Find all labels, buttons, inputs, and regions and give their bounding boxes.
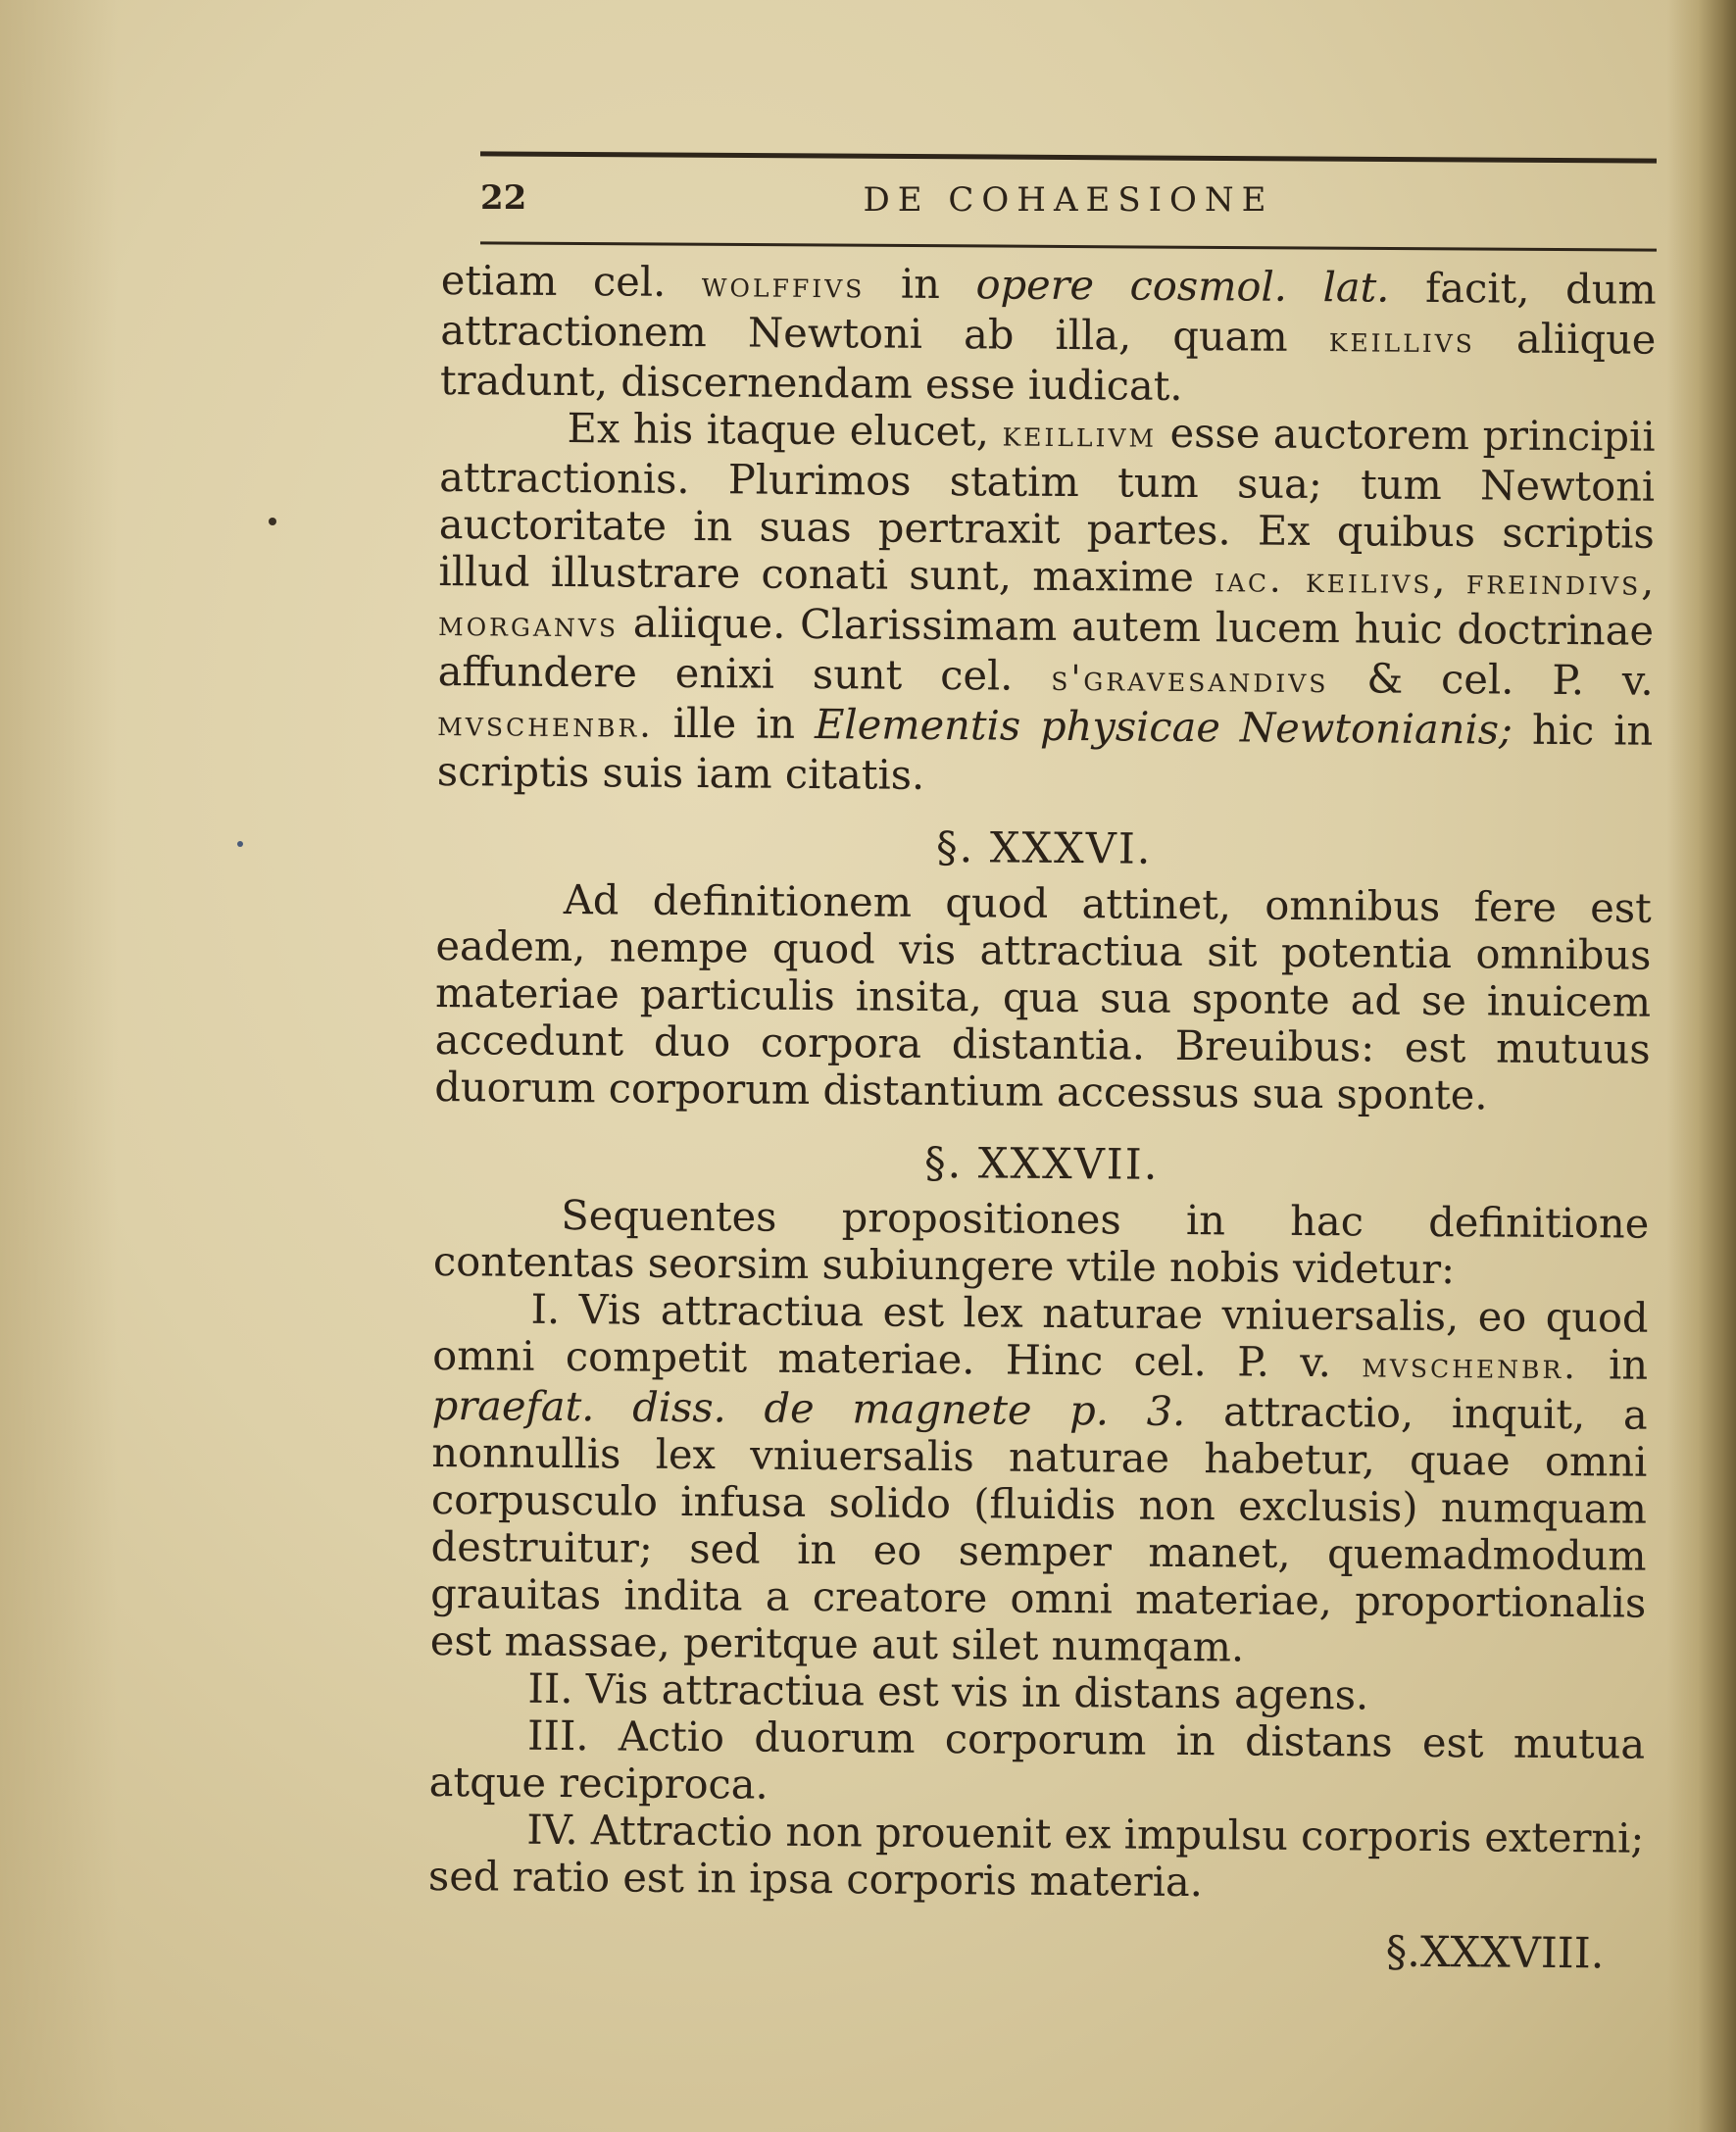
page-header — [480, 147, 1657, 260]
page-number: 22 — [480, 178, 527, 218]
proposition-1: I. Vis attractiua est lex naturae vniuersalis, eo quod omni competit materiae. Hinc cel. P. v. mvschenbr. in praefat. diss. de magnete p. 3. attractio, inquit, a nonnullis lex vniuersalis naturae habetur, quae omni corpusculo infusa solido (fluidis non exclusis) numquam destruitur; sed in eo semper manet, quemadmodum grauitas indita a creatore omni materiae, proportionalis est massae, peritque aut silet numqam. — [429, 1284, 1649, 1671]
ink-speck — [237, 841, 243, 847]
paragraph-continuation: etiam cel. wolffivs in opere cosmol. lat. facit, dum attractionem Newtoni ab illa, quam keillivs aliique tradunt, discernendam esse iudicat. — [439, 256, 1657, 410]
section-heading-36: §. XXXVI. — [935, 822, 1153, 874]
page-body — [427, 257, 1657, 1978]
binding-gutter — [1667, 0, 1736, 2132]
proposition-3: III. Actio duorum corporum in distans est mutua atque reciproca. — [428, 1711, 1646, 1809]
page-edge-shadow — [0, 0, 118, 2132]
section-heading-37: §. XXXVII. — [923, 1138, 1160, 1190]
header-bottom-rule — [480, 241, 1657, 251]
section-36-text: Ad definitionem quod attinet, omnibus fere est eadem, nempe quod vis attractiua sit potentia omnibus materiae particulis insita, qua sua sponte ad se inuicem accedunt duo corpora distantia. Breuibus: est mutuus duorum corporum distantium accessus sua sponte. — [434, 875, 1653, 1119]
catchword: §.XXXVIII. — [1385, 1927, 1605, 1979]
proposition-4: IV. Attractio non prouenit ex impulsu corporis externi; sed ratio est in ipsa corporis materia. — [427, 1805, 1645, 1907]
proposition-2: II. Vis attractiua est vis in distans agens. — [527, 1663, 1369, 1719]
section-37-intro: Sequentes propositiones in hac definitione contentas seorsim subiungere vtile nobis videtur: — [432, 1190, 1650, 1294]
ink-speck — [269, 518, 276, 525]
header-top-rule — [480, 151, 1657, 163]
running-title: DE COHAESIONE — [863, 180, 1274, 220]
paragraph-authors: Ex his itaque elucet, keillivm esse auctorem principii attractionis. Plurimos statim tum sua; tum Newtoni auctoritate in suas pertraxit partes. Ex quibus scriptis illud illustrare conati sunt, maxime iac. keilivs, freindivs, morganvs aliique. Clarissimam autem lucem huic doctrinae affundere enixi sunt cel. s'gravesandivs & cel. P. v. mvschenbr. ille in Elementis physicae Newtonianis; hic in scriptis suis iam citatis. — [436, 404, 1656, 799]
